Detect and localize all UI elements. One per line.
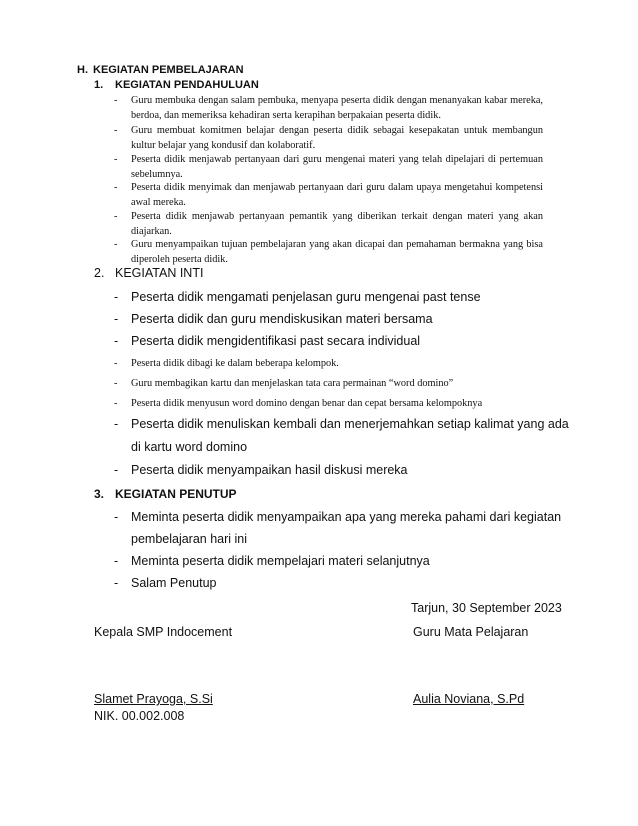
pendahuluan-heading	[94, 79, 259, 91]
right-signatory-name: Aulia Noviana, S.Pd	[413, 692, 525, 706]
section-letter: H.	[77, 64, 88, 76]
penutup-num: 3.	[94, 487, 105, 501]
pendahuluan-num: 1.	[94, 79, 104, 91]
inti-num: 2.	[94, 266, 105, 280]
place-date: Tarjun, 30 September 2023	[411, 601, 562, 615]
left-signatory-nik: NIK. 00.002.008	[94, 709, 185, 723]
left-signatory-role: Kepala SMP Indocement	[94, 625, 233, 639]
left-signatory-name: Slamet Prayoga, S.Si	[94, 692, 213, 706]
inti-title: KEGIATAN INTI	[115, 266, 204, 280]
penutup-title: KEGIATAN PENUTUP	[115, 487, 237, 501]
right-signatory-role: Guru Mata Pelajaran	[413, 625, 529, 639]
section-heading	[77, 64, 244, 76]
inti-heading	[94, 266, 203, 280]
pendahuluan-title: KEGIATAN PENDAHULUAN	[115, 79, 259, 91]
penutup-heading	[94, 487, 237, 501]
section-title: KEGIATAN PEMBELAJARAN	[93, 64, 244, 76]
